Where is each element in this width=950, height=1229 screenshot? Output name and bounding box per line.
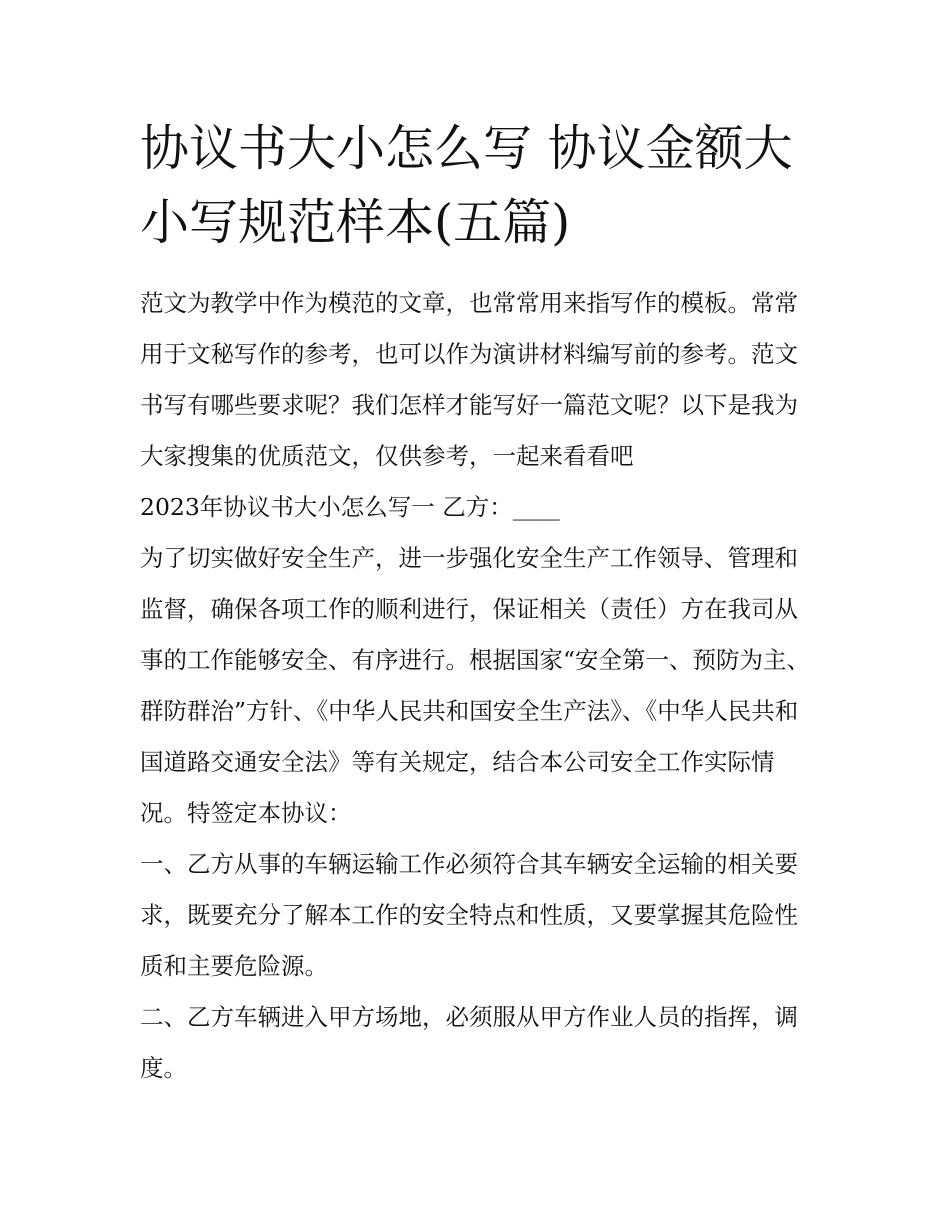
intro-paragraph: 范文为教学中作为模范的文章，也常常用来指写作的模板。常常用于文秘写作的参考，也可以作为演讲材料编写前的参考。范文书写有哪些要求呢？我们怎样才能写好一篇范文呢？以下是我为大家搜集的优质范文，仅供参考，一起来看看吧: [140, 289, 798, 470]
document-title: 协议书大小怎么写 协议金额大小写规范样本(五篇): [140, 120, 793, 251]
section-heading: 2023年协议书大小怎么写一 乙方：____: [140, 493, 560, 521]
clause-two-paragraph: 二、乙方车辆进入甲方场地，必须服从甲方作业人员的指挥，调度。: [140, 1003, 798, 1082]
clause-one-paragraph: 一、乙方从事的车辆运输工作必须符合其车辆安全运输的相关要求，既要充分了解本工作的安全特点和性质，又要掌握其危险性质和主要危险源。: [140, 850, 798, 980]
purpose-paragraph: 为了切实做好安全生产，进一步强化安全生产工作领导、管理和监督，确保各项工作的顺利进行，保证相关（责任）方在我司从事的工作能够安全、有序进行。根据国家“安全第一、预防为主、群防群治”方针、《中华人民共和国安全生产法》、《中华人民共和国道路交通安全法》等有关规定，结合本公司安全工作实际情况。特签定本协议：: [140, 544, 811, 827]
document-body: [140, 278, 812, 1094]
